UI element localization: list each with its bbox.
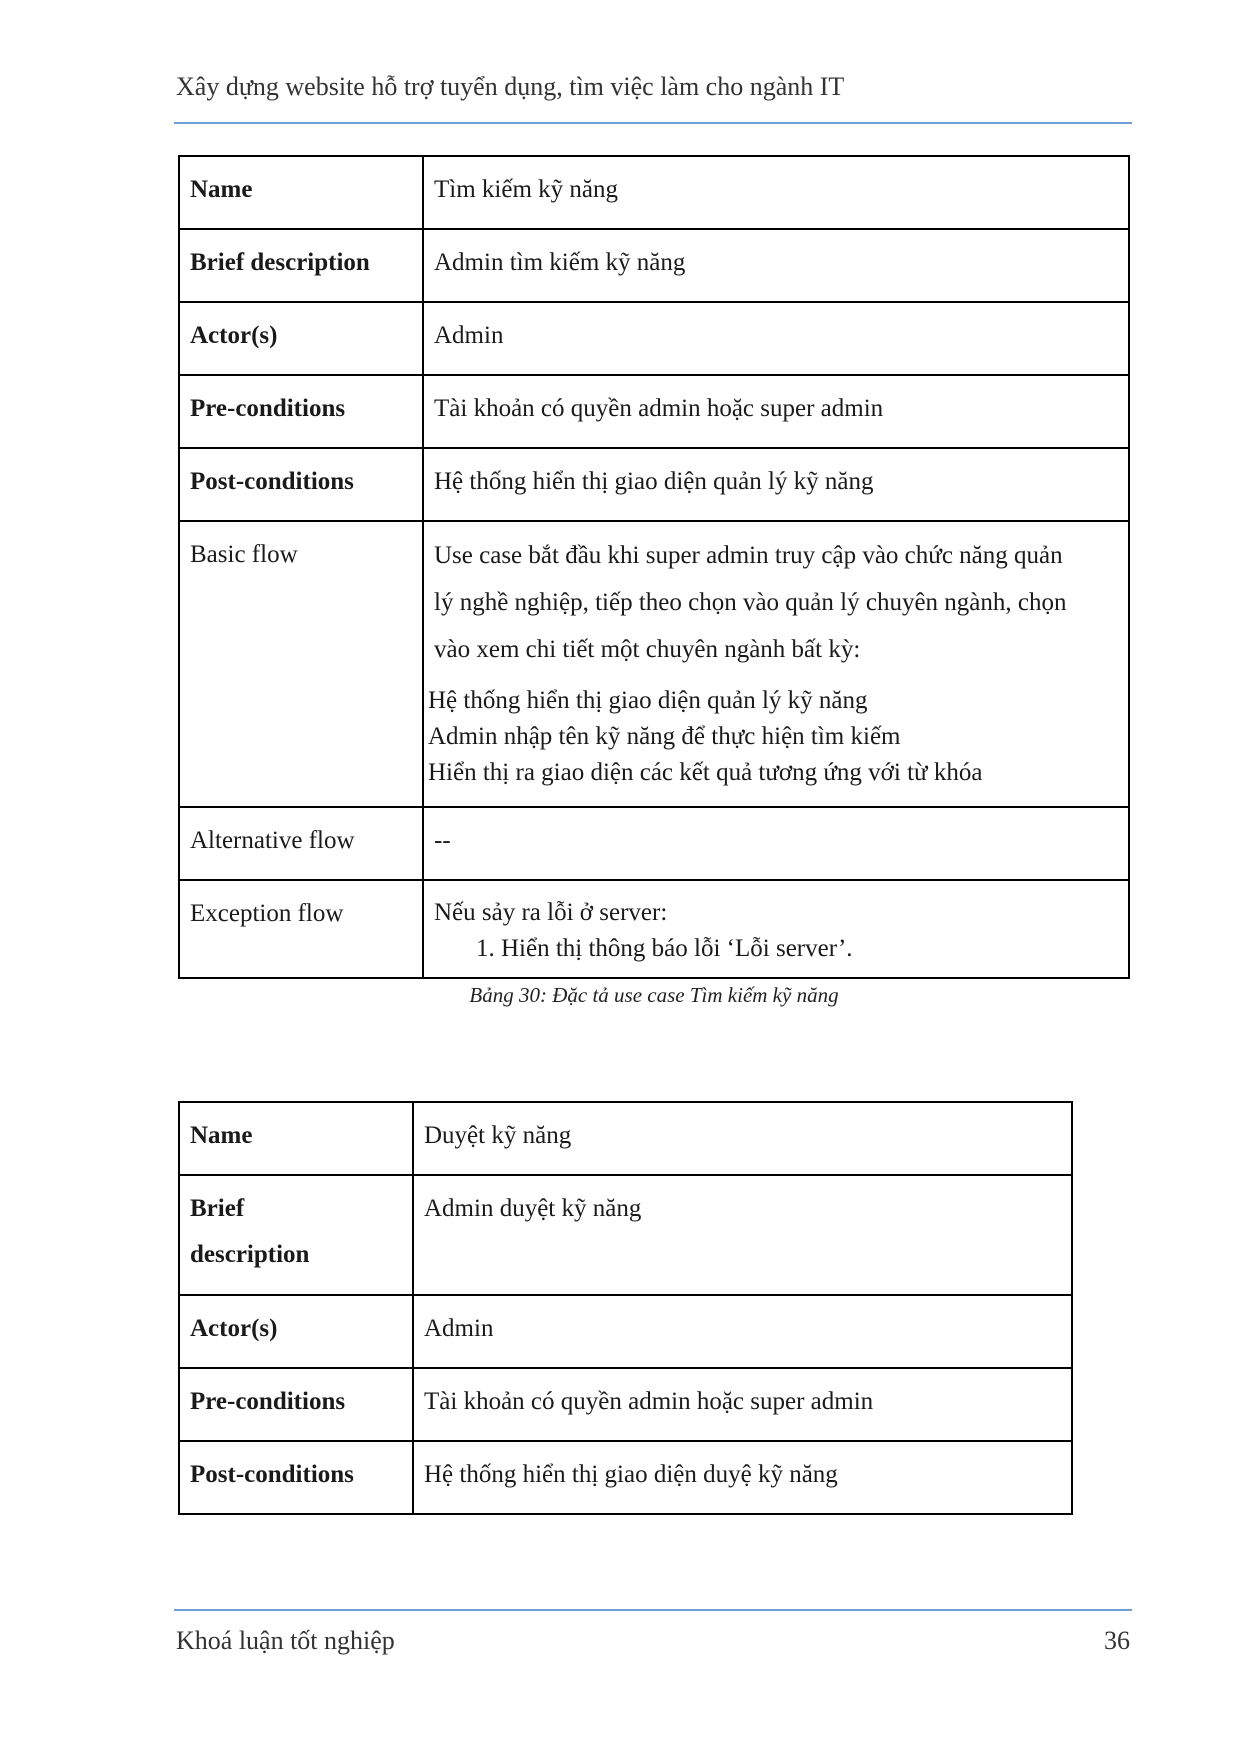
row-label-brief <box>179 1175 413 1295</box>
table-row <box>179 1368 1072 1441</box>
table-row <box>179 1102 1072 1175</box>
table-row <box>179 375 1129 448</box>
use-case-table-approve-skill <box>178 1101 1073 1515</box>
table-caption: Bảng 30: Đặc tả use case Tìm kiếm kỹ năng <box>469 983 839 1007</box>
row-label-actor: Actor(s) <box>179 302 423 375</box>
row-label-name: Name <box>179 156 423 229</box>
row-label-basic-flow: Basic flow <box>179 521 423 807</box>
table-row <box>179 880 1129 978</box>
row-label-pre: Pre-conditions <box>179 375 423 448</box>
basic-flow-intro-line: Use case bắt đầu khi super admin truy cập vào chức năng quản <box>434 542 1063 569</box>
table-row <box>179 229 1129 302</box>
row-label-exception-flow: Exception flow <box>179 880 423 978</box>
table-row <box>179 302 1129 375</box>
row-value-actor: Admin <box>413 1295 1072 1368</box>
basic-flow-step: Hiển thị ra giao diện các kết quả tương ứng với từ khóa <box>428 759 983 786</box>
row-value-name: Duyệt kỹ năng <box>413 1102 1072 1175</box>
row-label-actor: Actor(s) <box>179 1295 413 1368</box>
basic-flow-intro-line: lý nghề nghiệp, tiếp theo chọn vào quản lý chuyên ngành, chọn <box>434 589 1067 616</box>
table-row <box>179 1295 1072 1368</box>
header-divider <box>174 122 1132 124</box>
brief-label-line: Brief <box>190 1195 245 1222</box>
row-label-brief: Brief description <box>179 229 423 302</box>
row-label-post: Post-conditions <box>179 1441 413 1514</box>
basic-flow-intro <box>434 532 1118 673</box>
footer-divider <box>174 1609 1132 1611</box>
exception-item: 1. Hiển thị thông báo lỗi ‘Lỗi server’. <box>476 935 853 962</box>
basic-flow-intro-line: vào xem chi tiết một chuyên ngành bất kỳ: <box>434 636 861 663</box>
basic-flow-step: Hệ thống hiển thị giao diện quản lý kỹ năng <box>428 687 868 714</box>
row-value-post: Hệ thống hiển thị giao diện duyệ kỹ năng <box>413 1441 1072 1514</box>
row-label-name: Name <box>179 1102 413 1175</box>
table-row <box>179 156 1129 229</box>
row-value-name: Tìm kiếm kỹ năng <box>423 156 1129 229</box>
page-number: 36 <box>1104 1626 1130 1655</box>
table-row <box>179 521 1129 807</box>
row-label-alt-flow: Alternative flow <box>179 807 423 880</box>
table-row <box>179 1441 1072 1514</box>
row-value-brief: Admin tìm kiếm kỹ năng <box>423 229 1129 302</box>
row-value-alt-flow: -- <box>423 807 1129 880</box>
basic-flow-step: Admin nhập tên kỹ năng để thực hiện tìm kiếm <box>428 723 901 750</box>
exception-intro: Nếu sảy ra lỗi ở server: <box>434 899 668 926</box>
table-row <box>179 1175 1072 1295</box>
table-row <box>179 448 1129 521</box>
page-footer-text: Khoá luận tốt nghiệp <box>176 1626 395 1655</box>
table-row <box>179 807 1129 880</box>
row-value-post: Hệ thống hiển thị giao diện quản lý kỹ năng <box>423 448 1129 521</box>
row-value-pre: Tài khoản có quyền admin hoặc super admin <box>413 1368 1072 1441</box>
row-value-pre: Tài khoản có quyền admin hoặc super admin <box>423 375 1129 448</box>
row-value-brief: Admin duyệt kỹ năng <box>413 1175 1072 1295</box>
basic-flow-steps <box>428 683 1118 791</box>
row-value-basic-flow <box>423 521 1129 807</box>
row-label-post: Post-conditions <box>179 448 423 521</box>
row-value-actor: Admin <box>423 302 1129 375</box>
row-label-pre: Pre-conditions <box>179 1368 413 1441</box>
use-case-table-search-skill <box>178 155 1130 979</box>
page-header-title: Xây dựng website hỗ trợ tuyển dụng, tìm việc làm cho ngành IT <box>176 72 845 101</box>
row-value-exception-flow <box>423 880 1129 978</box>
brief-label-line: description <box>190 1241 310 1268</box>
